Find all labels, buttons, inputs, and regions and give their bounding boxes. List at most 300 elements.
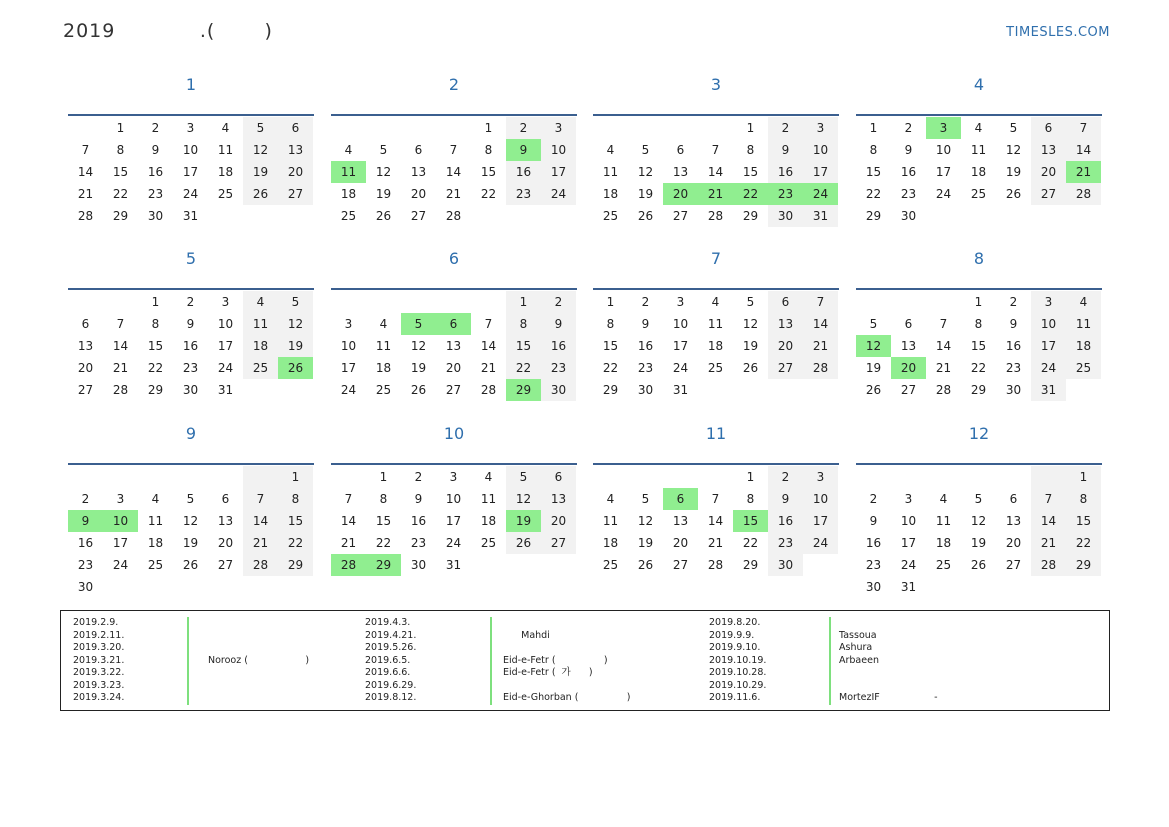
day-cell[interactable]: 11: [147, 514, 164, 528]
day-cell[interactable]: 11: [331, 161, 366, 183]
day-cell[interactable]: 17: [445, 514, 462, 528]
day-cell[interactable]: 13: [672, 165, 689, 179]
day-cell[interactable]: 5: [641, 492, 650, 506]
day-cell[interactable]: 16: [77, 536, 94, 550]
day-cell[interactable]: 12: [506, 488, 541, 510]
day-cell[interactable]: 10: [1031, 313, 1066, 335]
day-cell[interactable]: 26: [375, 209, 392, 223]
day-cell[interactable]: 26: [637, 209, 654, 223]
day-cell[interactable]: 8: [484, 143, 493, 157]
day-cell[interactable]: 19: [637, 536, 654, 550]
day-cell[interactable]: 11: [707, 317, 724, 331]
day-cell[interactable]: 7: [449, 143, 458, 157]
day-cell[interactable]: 5: [186, 492, 195, 506]
day-cell[interactable]: 2: [904, 121, 913, 135]
day-cell[interactable]: 13: [1005, 514, 1022, 528]
site-logo-text[interactable]: TIMESLES.COM: [1006, 25, 1110, 40]
day-cell[interactable]: 18: [340, 187, 357, 201]
day-cell[interactable]: 25: [147, 558, 164, 572]
day-cell[interactable]: 10: [340, 339, 357, 353]
day-cell[interactable]: 15: [147, 339, 164, 353]
day-cell[interactable]: 26: [243, 183, 278, 205]
day-cell[interactable]: 28: [112, 383, 129, 397]
day-cell[interactable]: 13: [278, 139, 313, 161]
day-cell[interactable]: 16: [637, 339, 654, 353]
day-cell[interactable]: 12: [278, 313, 313, 335]
day-cell[interactable]: 23: [637, 361, 654, 375]
day-cell[interactable]: 14: [340, 514, 357, 528]
day-cell[interactable]: 30: [637, 383, 654, 397]
day-cell[interactable]: 4: [379, 317, 388, 331]
day-cell[interactable]: 8: [746, 492, 755, 506]
day-cell[interactable]: 4: [939, 492, 948, 506]
day-cell[interactable]: 15: [970, 339, 987, 353]
day-cell[interactable]: 6: [1009, 492, 1018, 506]
day-cell[interactable]: 27: [900, 383, 917, 397]
day-cell[interactable]: 15: [506, 335, 541, 357]
day-cell[interactable]: 19: [637, 187, 654, 201]
day-cell[interactable]: 21: [1066, 161, 1101, 183]
day-cell[interactable]: 2: [414, 470, 423, 484]
day-cell[interactable]: 4: [1066, 291, 1101, 313]
day-cell[interactable]: 5: [746, 295, 755, 309]
day-cell[interactable]: 22: [506, 357, 541, 379]
day-cell[interactable]: 11: [970, 143, 987, 157]
day-cell[interactable]: 14: [1031, 510, 1066, 532]
day-cell[interactable]: 1: [151, 295, 160, 309]
day-cell[interactable]: 27: [410, 209, 427, 223]
day-cell[interactable]: 10: [182, 143, 199, 157]
day-cell[interactable]: 9: [641, 317, 650, 331]
day-cell[interactable]: 17: [672, 339, 689, 353]
day-cell[interactable]: 7: [803, 291, 838, 313]
day-cell[interactable]: 21: [803, 335, 838, 357]
day-cell[interactable]: 25: [1066, 357, 1101, 379]
day-cell[interactable]: 15: [602, 339, 619, 353]
day-cell[interactable]: 17: [935, 165, 952, 179]
day-cell[interactable]: 24: [182, 187, 199, 201]
day-cell[interactable]: 13: [900, 339, 917, 353]
day-cell[interactable]: 7: [81, 143, 90, 157]
day-cell[interactable]: 20: [217, 536, 234, 550]
day-cell[interactable]: 29: [865, 209, 882, 223]
day-cell[interactable]: 31: [803, 205, 838, 227]
day-cell[interactable]: 16: [182, 339, 199, 353]
day-cell[interactable]: 7: [243, 488, 278, 510]
day-cell[interactable]: 16: [900, 165, 917, 179]
day-cell[interactable]: 6: [663, 488, 698, 510]
day-cell[interactable]: 7: [1031, 488, 1066, 510]
day-cell[interactable]: 19: [865, 361, 882, 375]
day-cell[interactable]: 30: [77, 580, 94, 594]
day-cell[interactable]: 23: [147, 187, 164, 201]
day-cell[interactable]: 28: [480, 383, 497, 397]
day-cell[interactable]: 24: [803, 183, 838, 205]
day-cell[interactable]: 24: [541, 183, 576, 205]
day-cell[interactable]: 21: [698, 183, 733, 205]
day-cell[interactable]: 28: [331, 554, 366, 576]
day-cell[interactable]: 4: [606, 143, 615, 157]
day-cell[interactable]: 24: [445, 536, 462, 550]
day-cell[interactable]: 13: [768, 313, 803, 335]
day-cell[interactable]: 5: [1009, 121, 1018, 135]
day-cell[interactable]: 19: [375, 187, 392, 201]
day-cell[interactable]: 6: [81, 317, 90, 331]
day-cell[interactable]: 22: [742, 536, 759, 550]
day-cell[interactable]: 1: [484, 121, 493, 135]
day-cell[interactable]: 19: [410, 361, 427, 375]
day-cell[interactable]: 20: [768, 335, 803, 357]
day-cell[interactable]: 8: [151, 317, 160, 331]
day-cell[interactable]: 30: [768, 205, 803, 227]
day-cell[interactable]: 27: [672, 209, 689, 223]
day-cell[interactable]: 29: [742, 209, 759, 223]
day-cell[interactable]: 7: [939, 317, 948, 331]
day-cell[interactable]: 15: [278, 510, 313, 532]
day-cell[interactable]: 18: [375, 361, 392, 375]
day-cell[interactable]: 19: [1005, 165, 1022, 179]
day-cell[interactable]: 27: [541, 532, 576, 554]
day-cell[interactable]: 20: [445, 361, 462, 375]
day-cell[interactable]: 2: [151, 121, 160, 135]
day-cell[interactable]: 12: [243, 139, 278, 161]
day-cell[interactable]: 26: [278, 357, 313, 379]
day-cell[interactable]: 8: [974, 317, 983, 331]
day-cell[interactable]: 2: [81, 492, 90, 506]
day-cell[interactable]: 11: [217, 143, 234, 157]
day-cell[interactable]: 11: [243, 313, 278, 335]
day-cell[interactable]: 19: [506, 510, 541, 532]
day-cell[interactable]: 13: [217, 514, 234, 528]
day-cell[interactable]: 25: [970, 187, 987, 201]
day-cell[interactable]: 3: [186, 121, 195, 135]
day-cell[interactable]: 29: [1066, 554, 1101, 576]
day-cell[interactable]: 28: [803, 357, 838, 379]
day-cell[interactable]: 2: [641, 295, 650, 309]
day-cell[interactable]: 30: [900, 209, 917, 223]
day-cell[interactable]: 23: [768, 183, 803, 205]
day-cell[interactable]: 14: [707, 165, 724, 179]
day-cell[interactable]: 24: [900, 558, 917, 572]
day-cell[interactable]: 31: [1031, 379, 1066, 401]
day-cell[interactable]: 30: [147, 209, 164, 223]
day-cell[interactable]: 21: [935, 361, 952, 375]
day-cell[interactable]: 22: [278, 532, 313, 554]
day-cell[interactable]: 8: [1066, 488, 1101, 510]
day-cell[interactable]: 20: [1031, 161, 1066, 183]
day-cell[interactable]: 9: [904, 143, 913, 157]
day-cell[interactable]: 22: [480, 187, 497, 201]
day-cell[interactable]: 4: [606, 492, 615, 506]
day-cell[interactable]: 13: [445, 339, 462, 353]
day-cell[interactable]: 3: [926, 117, 961, 139]
day-cell[interactable]: 17: [803, 510, 838, 532]
day-cell[interactable]: 12: [1005, 143, 1022, 157]
day-cell[interactable]: 9: [869, 514, 878, 528]
day-cell[interactable]: 9: [1009, 317, 1018, 331]
day-cell[interactable]: 12: [970, 514, 987, 528]
day-cell[interactable]: 24: [803, 532, 838, 554]
day-cell[interactable]: 30: [541, 379, 576, 401]
day-cell[interactable]: 18: [707, 339, 724, 353]
day-cell[interactable]: 11: [935, 514, 952, 528]
day-cell[interactable]: 23: [900, 187, 917, 201]
day-cell[interactable]: 1: [974, 295, 983, 309]
day-cell[interactable]: 24: [672, 361, 689, 375]
day-cell[interactable]: 13: [410, 165, 427, 179]
day-cell[interactable]: 29: [112, 209, 129, 223]
day-cell[interactable]: 8: [869, 143, 878, 157]
day-cell[interactable]: 3: [221, 295, 230, 309]
day-cell[interactable]: 17: [541, 161, 576, 183]
day-cell[interactable]: 28: [243, 554, 278, 576]
day-cell[interactable]: 5: [278, 291, 313, 313]
day-cell[interactable]: 14: [77, 165, 94, 179]
day-cell[interactable]: 8: [278, 488, 313, 510]
day-cell[interactable]: 23: [865, 558, 882, 572]
day-cell[interactable]: 5: [641, 143, 650, 157]
day-cell[interactable]: 28: [1031, 554, 1066, 576]
day-cell[interactable]: 23: [506, 183, 541, 205]
day-cell[interactable]: 10: [217, 317, 234, 331]
day-cell[interactable]: 11: [1066, 313, 1101, 335]
day-cell[interactable]: 22: [112, 187, 129, 201]
day-cell[interactable]: 12: [182, 514, 199, 528]
day-cell[interactable]: 28: [77, 209, 94, 223]
day-cell[interactable]: 25: [243, 357, 278, 379]
day-cell[interactable]: 22: [1066, 532, 1101, 554]
day-cell[interactable]: 17: [217, 339, 234, 353]
day-cell[interactable]: 15: [733, 510, 768, 532]
day-cell[interactable]: 12: [375, 165, 392, 179]
day-cell[interactable]: 26: [410, 383, 427, 397]
day-cell[interactable]: 29: [366, 554, 401, 576]
day-cell[interactable]: 31: [672, 383, 689, 397]
day-cell[interactable]: 6: [436, 313, 471, 335]
day-cell[interactable]: 29: [602, 383, 619, 397]
day-cell[interactable]: 16: [506, 161, 541, 183]
day-cell[interactable]: 30: [182, 383, 199, 397]
day-cell[interactable]: 20: [278, 161, 313, 183]
day-cell[interactable]: 11: [602, 514, 619, 528]
day-cell[interactable]: 9: [768, 139, 803, 161]
day-cell[interactable]: 14: [803, 313, 838, 335]
day-cell[interactable]: 24: [217, 361, 234, 375]
day-cell[interactable]: 1: [1066, 466, 1101, 488]
day-cell[interactable]: 29: [147, 383, 164, 397]
day-cell[interactable]: 18: [935, 536, 952, 550]
day-cell[interactable]: 8: [379, 492, 388, 506]
day-cell[interactable]: 16: [541, 335, 576, 357]
day-cell[interactable]: 28: [935, 383, 952, 397]
day-cell[interactable]: 10: [541, 139, 576, 161]
day-cell[interactable]: 8: [116, 143, 125, 157]
day-cell[interactable]: 26: [506, 532, 541, 554]
day-cell[interactable]: 13: [541, 488, 576, 510]
day-cell[interactable]: 28: [707, 558, 724, 572]
day-cell[interactable]: 6: [414, 143, 423, 157]
day-cell[interactable]: 29: [970, 383, 987, 397]
day-cell[interactable]: 4: [974, 121, 983, 135]
day-cell[interactable]: 21: [243, 532, 278, 554]
day-cell[interactable]: 1: [506, 291, 541, 313]
day-cell[interactable]: 10: [803, 139, 838, 161]
day-cell[interactable]: 7: [711, 143, 720, 157]
day-cell[interactable]: 31: [182, 209, 199, 223]
day-cell[interactable]: 4: [484, 470, 493, 484]
day-cell[interactable]: 9: [506, 139, 541, 161]
day-cell[interactable]: 1: [606, 295, 615, 309]
day-cell[interactable]: 27: [445, 383, 462, 397]
day-cell[interactable]: 26: [1005, 187, 1022, 201]
day-cell[interactable]: 5: [869, 317, 878, 331]
day-cell[interactable]: 27: [278, 183, 313, 205]
day-cell[interactable]: 3: [803, 117, 838, 139]
day-cell[interactable]: 30: [865, 580, 882, 594]
day-cell[interactable]: 10: [935, 143, 952, 157]
day-cell[interactable]: 21: [480, 361, 497, 375]
day-cell[interactable]: 22: [733, 183, 768, 205]
day-cell[interactable]: 29: [506, 379, 541, 401]
day-cell[interactable]: 23: [541, 357, 576, 379]
day-cell[interactable]: 9: [68, 510, 103, 532]
day-cell[interactable]: 26: [182, 558, 199, 572]
day-cell[interactable]: 5: [243, 117, 278, 139]
day-cell[interactable]: 13: [672, 514, 689, 528]
day-cell[interactable]: 22: [602, 361, 619, 375]
day-cell[interactable]: 16: [147, 165, 164, 179]
day-cell[interactable]: 7: [484, 317, 493, 331]
day-cell[interactable]: 14: [480, 339, 497, 353]
day-cell[interactable]: 27: [768, 357, 803, 379]
day-cell[interactable]: 9: [768, 488, 803, 510]
day-cell[interactable]: 26: [970, 558, 987, 572]
day-cell[interactable]: 8: [746, 143, 755, 157]
day-cell[interactable]: 23: [410, 536, 427, 550]
day-cell[interactable]: 29: [278, 554, 313, 576]
day-cell[interactable]: 20: [77, 361, 94, 375]
day-cell[interactable]: 28: [1066, 183, 1101, 205]
day-cell[interactable]: 6: [768, 291, 803, 313]
day-cell[interactable]: 21: [1031, 532, 1066, 554]
day-cell[interactable]: 6: [1031, 117, 1066, 139]
day-cell[interactable]: 24: [340, 383, 357, 397]
day-cell[interactable]: 21: [77, 187, 94, 201]
day-cell[interactable]: 15: [742, 165, 759, 179]
day-cell[interactable]: 14: [445, 165, 462, 179]
day-cell[interactable]: 18: [243, 335, 278, 357]
day-cell[interactable]: 5: [974, 492, 983, 506]
day-cell[interactable]: 1: [379, 470, 388, 484]
day-cell[interactable]: 26: [865, 383, 882, 397]
day-cell[interactable]: 12: [410, 339, 427, 353]
day-cell[interactable]: 16: [1005, 339, 1022, 353]
day-cell[interactable]: 30: [768, 554, 803, 576]
day-cell[interactable]: 2: [541, 291, 576, 313]
day-cell[interactable]: 17: [340, 361, 357, 375]
day-cell[interactable]: 30: [410, 558, 427, 572]
day-cell[interactable]: 15: [375, 514, 392, 528]
day-cell[interactable]: 6: [904, 317, 913, 331]
day-cell[interactable]: 8: [606, 317, 615, 331]
day-cell[interactable]: 18: [217, 165, 234, 179]
day-cell[interactable]: 12: [742, 317, 759, 331]
day-cell[interactable]: 11: [375, 339, 392, 353]
day-cell[interactable]: 31: [217, 383, 234, 397]
day-cell[interactable]: 2: [869, 492, 878, 506]
day-cell[interactable]: 22: [970, 361, 987, 375]
day-cell[interactable]: 27: [672, 558, 689, 572]
day-cell[interactable]: 9: [414, 492, 423, 506]
day-cell[interactable]: 14: [1066, 139, 1101, 161]
day-cell[interactable]: 4: [711, 295, 720, 309]
day-cell[interactable]: 12: [856, 335, 891, 357]
day-cell[interactable]: 27: [1031, 183, 1066, 205]
day-cell[interactable]: 17: [182, 165, 199, 179]
day-cell[interactable]: 10: [900, 514, 917, 528]
day-cell[interactable]: 18: [147, 536, 164, 550]
day-cell[interactable]: 23: [768, 532, 803, 554]
day-cell[interactable]: 4: [243, 291, 278, 313]
day-cell[interactable]: 14: [935, 339, 952, 353]
day-cell[interactable]: 23: [77, 558, 94, 572]
day-cell[interactable]: 14: [112, 339, 129, 353]
day-cell[interactable]: 16: [865, 536, 882, 550]
day-cell[interactable]: 16: [410, 514, 427, 528]
day-cell[interactable]: 19: [970, 536, 987, 550]
day-cell[interactable]: 3: [803, 466, 838, 488]
day-cell[interactable]: 4: [344, 143, 353, 157]
day-cell[interactable]: 18: [602, 187, 619, 201]
day-cell[interactable]: 27: [1005, 558, 1022, 572]
day-cell[interactable]: 20: [891, 357, 926, 379]
day-cell[interactable]: 5: [379, 143, 388, 157]
day-cell[interactable]: 5: [506, 466, 541, 488]
day-cell[interactable]: 18: [602, 536, 619, 550]
day-cell[interactable]: 25: [375, 383, 392, 397]
day-cell[interactable]: 24: [935, 187, 952, 201]
day-cell[interactable]: 13: [1031, 139, 1066, 161]
day-cell[interactable]: 28: [445, 209, 462, 223]
day-cell[interactable]: 25: [602, 558, 619, 572]
day-cell[interactable]: 23: [182, 361, 199, 375]
day-cell[interactable]: 1: [746, 121, 755, 135]
day-cell[interactable]: 25: [340, 209, 357, 223]
day-cell[interactable]: 14: [243, 510, 278, 532]
day-cell[interactable]: 11: [602, 165, 619, 179]
day-cell[interactable]: 17: [900, 536, 917, 550]
day-cell[interactable]: 3: [676, 295, 685, 309]
day-cell[interactable]: 11: [480, 492, 497, 506]
day-cell[interactable]: 22: [375, 536, 392, 550]
day-cell[interactable]: 15: [112, 165, 129, 179]
day-cell[interactable]: 18: [480, 514, 497, 528]
day-cell[interactable]: 6: [541, 466, 576, 488]
day-cell[interactable]: 23: [1005, 361, 1022, 375]
day-cell[interactable]: 14: [707, 514, 724, 528]
day-cell[interactable]: 3: [116, 492, 125, 506]
day-cell[interactable]: 20: [672, 536, 689, 550]
day-cell[interactable]: 6: [676, 143, 685, 157]
day-cell[interactable]: 4: [221, 121, 230, 135]
day-cell[interactable]: 25: [935, 558, 952, 572]
day-cell[interactable]: 1: [869, 121, 878, 135]
day-cell[interactable]: 25: [707, 361, 724, 375]
day-cell[interactable]: 18: [970, 165, 987, 179]
day-cell[interactable]: 24: [112, 558, 129, 572]
day-cell[interactable]: 31: [445, 558, 462, 572]
day-cell[interactable]: 20: [663, 183, 698, 205]
